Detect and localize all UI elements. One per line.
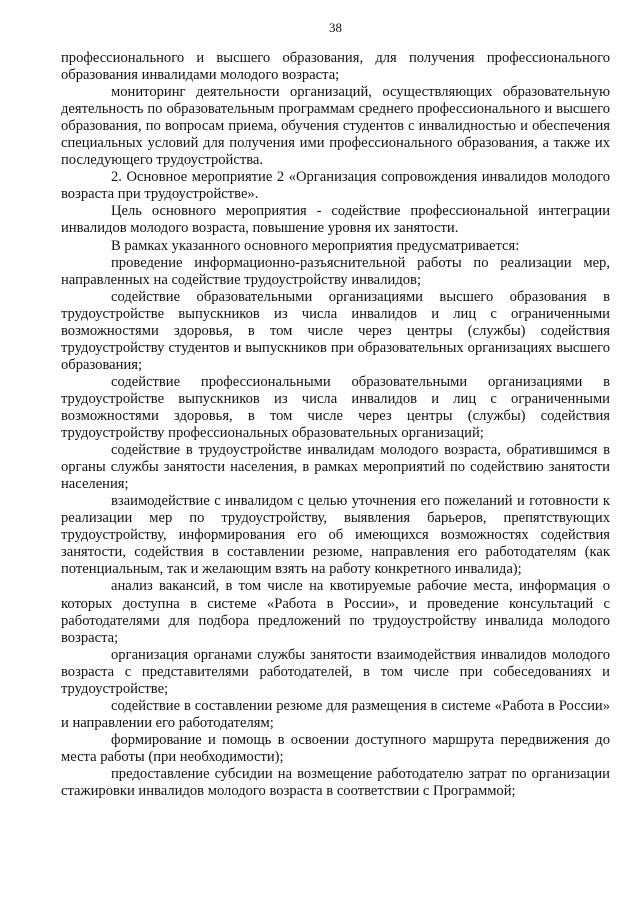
document-body (61, 50, 610, 800)
paragraph: 2. Основное мероприятие 2 «Организация сопровождения инвалидов молодого возраста при трудоустройстве». (61, 169, 610, 203)
paragraph: содействие профессиональными образовательными организациями в трудоустройстве выпускников из числа инвалидов и лиц с ограниченными возможностями здоровья, в том числе через центры (службы) содействия трудоустройству профессиональных образовательных организаций; (61, 373, 610, 442)
paragraph: формирование и помощь в освоении доступного маршрута передвижения до места работы (при необходимости); (61, 731, 610, 765)
paragraph: В рамках указанного основного мероприятия предусматривается: (111, 237, 520, 254)
paragraph: Цель основного мероприятия - содействие профессиональной интеграции инвалидов молодого возраста, повышение уровня их занятости. (61, 203, 610, 237)
paragraph: содействие в составлении резюме для размещения в системе «Работа в России» и направлении его работодателям; (61, 697, 610, 731)
paragraph: взаимодействие с инвалидом с целью уточнения его пожеланий и готовности к реализации мер по трудоустройству, выявления барьеров, препятствующих трудоустройству, информирования его об имеющихся возможностях содействия занятости, содействия в составлении резюме, направления его работодателям (как потенциальным, так и желающим взять на работу конкретного инвалида); (61, 493, 610, 578)
paragraph: содействие в трудоустройстве инвалидам молодого возраста, обратившимся в органы службы занятости населения, в рамках мероприятий по содействию занятости населения; (61, 442, 610, 493)
paragraph: содействие образовательными организациями высшего образования в трудоустройстве выпускников из числа инвалидов и лиц с ограниченными возможностями здоровья, в том числе через центры (службы) содействия трудоустройству студентов и выпускников при образовательных организациях высшего образования; (61, 288, 610, 373)
paragraph: проведение информационно-разъяснительной работы по реализации мер, направленных на содействие трудоустройству инвалидов; (61, 254, 610, 288)
paragraph: предоставление субсидии на возмещение работодателю затрат по организации стажировки инвалидов молодого возраста в соответствии с Программой; (61, 765, 610, 800)
page-number: 38 (329, 20, 342, 35)
paragraph: профессионального и высшего образования, для получения профессионального образования инвалидами молодого возраста; (61, 50, 610, 84)
paragraph: организация органами службы занятости взаимодействия инвалидов молодого возраста с представителями работодателей, в том числе при собеседованиях и трудоустройстве; (61, 646, 610, 697)
paragraph: анализ вакансий, в том числе на квотируемые рабочие места, информация о которых доступна в системе «Работа в России», и проведение консультаций с работодателями для подбора предложений по трудоустройству инвалида молодого возраста; (61, 578, 610, 646)
paragraph: мониторинг деятельности организаций, осуществляющих образовательную деятельность по образовательным программам среднего профессионального и высшего образования, по вопросам приема, обучения студентов с инвалидностью и обеспечения специальных условий для получения ими профессионального образования, а также их последующего трудоустройства. (61, 84, 610, 169)
